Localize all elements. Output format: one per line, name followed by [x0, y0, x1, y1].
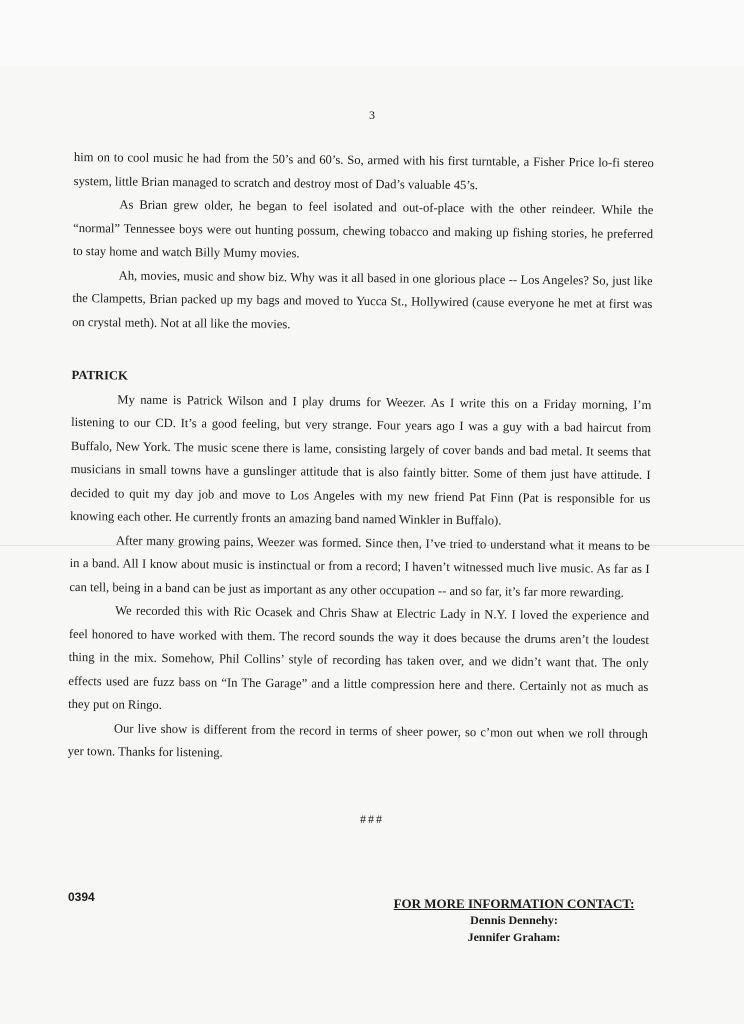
page-number: 3	[369, 108, 375, 122]
contact-title: FOR MORE INFORMATION CONTACT:	[393, 896, 635, 911]
body-text	[68, 146, 654, 770]
end-marks: ###	[360, 812, 384, 826]
section-heading: PATRICK	[71, 367, 128, 383]
contact-name: Dennis Dennehy:	[470, 913, 558, 927]
scan-top-margin	[0, 0, 744, 67]
paragraph-patrick-3: We recorded this with Ric Ocasek and Chris Shaw at Electric Lady in N.Y. I loved the experience and feel honored to have worked with them. The record sounds the way it does because the drums aren’t the loudest thing in the mix. Somehow, Phil Collins’ style of recording has taken over, and we didn’t want that. The only effects used are fuzz bass on “In The Garage” and a little compression here and there. Certainly not as much as they put on Ringo.	[68, 603, 650, 712]
paragraph-intro-2: As Brian grew older, he began to feel isolated and out-of-place with the other reindeer. While the “normal” Tennessee boys were out hunting possum, chewing tobacco and making up fishing stories, he preferred to stay home and watch Billy Mumy movies.	[72, 197, 654, 261]
paragraph-intro-1: him on to cool music he had from the 50’s and 60’s. So, armed with his first turntable, a Fisher Price lo-fi stereo system, little Brian managed to scratch and destroy most of Dad’s valuable 45’s.	[73, 149, 654, 192]
contact-block	[386, 896, 642, 946]
contact-name: Jennifer Graham:	[467, 930, 561, 944]
document-code: 0394	[68, 890, 95, 904]
paragraph-patrick-2: After many growing pains, Weezer was formed. Since then, I’ve tried to understand what it means to be in a band. All I know about music is instinctual or from a record; I haven’t witnessed much live music. As far as I can tell, being in a band can be just as important as any other occupation -- and so far, it’s far more rewarding.	[69, 532, 650, 600]
paragraph-intro-3: Ah, movies, music and show biz. Why was it all based in one glorious place -- Los Angeles? So, just like the Clampetts, Brian packed up my bags and moved to Yucca St., Hollywired (cause everyone he met at first was on crystal meth). Not at all like the movies.	[72, 267, 653, 331]
paragraph-patrick-4: Our live show is different from the record in terms of sheer power, so c’mon out when we roll through yer town. Thanks for listening.	[67, 720, 648, 760]
paragraph-patrick-1: My name is Patrick Wilson and I play drums for Weezer. As I write this on a Friday morning, I’m listening to our CD. It’s a good feeling, but very strange. Four years ago I was a guy with a bad haircut from Buffalo, New York. The music scene there is lame, consisting largely of cover bands and bad metal. It seems that musicians in small towns have a gunslinger attitude that is also faintly bitter. Some of them just have attitude. I decided to quit my day job and move to Los Angeles with my new friend Pat Finn (Pat is responsible for us knowing each other. He currently fronts an amazing band named Winkler in Buffalo).	[70, 391, 652, 528]
